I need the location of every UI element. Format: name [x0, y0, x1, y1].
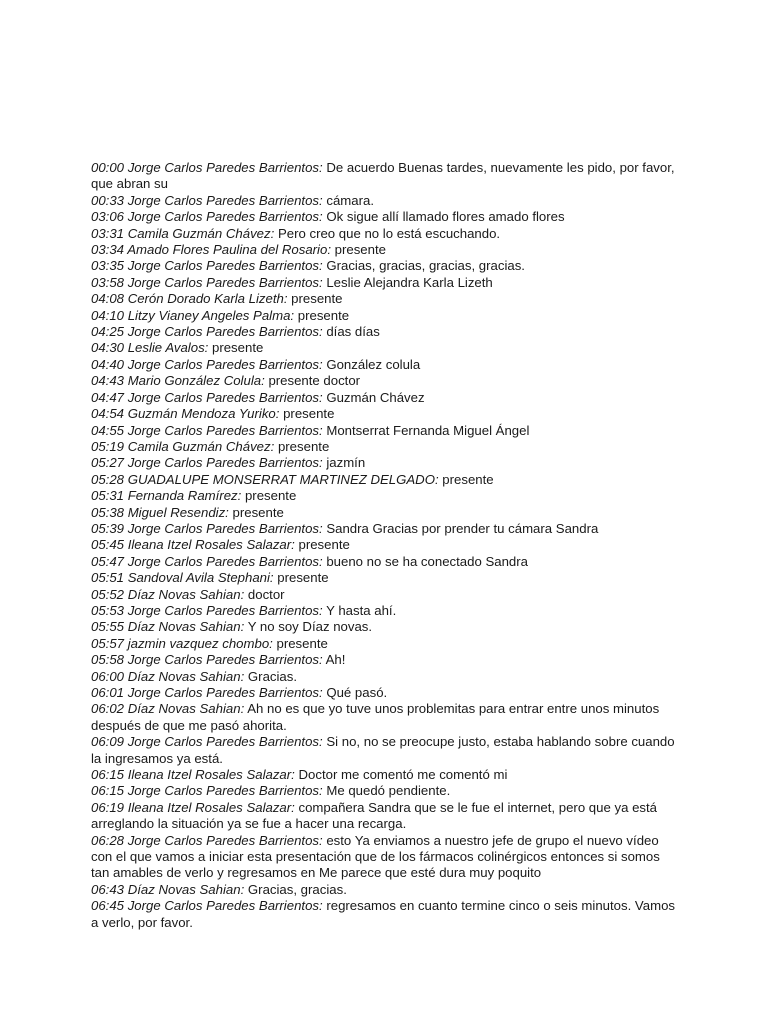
entry-text: esto Ya enviamos a nuestro jefe de grupo el nuevo vídeo con el que vamos a iniciar esta presentación que de los fármacos colinérgicos entonces si somos tan amables de verlo y regresamos en Me parece que esté dura muy poquito [91, 832, 660, 881]
entry-text: días días [326, 324, 380, 340]
entry-meta [91, 652, 323, 667]
entry-meta [91, 767, 295, 782]
entry-timestamp: 00:33 [91, 192, 125, 208]
entry-text: presente [298, 537, 350, 553]
entry-speaker: jazmin vazquez chombo: [127, 635, 273, 651]
entry-text: Doctor me comentó me comentó mi [298, 767, 508, 783]
entry-speaker: Jorge Carlos Paredes Barrientos: [127, 209, 323, 225]
entry-timestamp: 03:31 [91, 225, 125, 241]
entry-text: presente [276, 635, 328, 651]
transcript-entry [91, 652, 681, 668]
transcript-entry [91, 160, 681, 193]
entry-speaker: Jorge Carlos Paredes Barrientos: [127, 602, 323, 618]
entry-speaker: Cerón Dorado Karla Lizeth: [127, 291, 288, 307]
entry-text: presente [283, 406, 335, 422]
entry-timestamp: 05:38 [91, 504, 125, 520]
entry-timestamp: 03:06 [91, 209, 125, 225]
entry-text: presente [334, 242, 386, 258]
entry-meta [91, 226, 274, 241]
transcript-entry [91, 537, 681, 553]
entry-speaker: Miguel Resendiz: [127, 504, 229, 520]
entry-timestamp: 05:27 [91, 455, 125, 471]
entry-speaker: Camila Guzmán Chávez: [127, 438, 275, 454]
entry-text: Pero creo que no lo está escuchando. [277, 225, 501, 241]
entry-timestamp: 04:43 [91, 373, 125, 389]
entry-meta [91, 898, 323, 913]
entry-speaker: Ileana Itzel Rosales Salazar: [127, 799, 295, 815]
entry-meta [91, 308, 294, 323]
entry-timestamp: 06:00 [91, 668, 125, 684]
entry-speaker: Jorge Carlos Paredes Barrientos: [127, 520, 323, 536]
entry-speaker: Díaz Novas Sahian: [127, 586, 245, 602]
transcript-entry [91, 423, 681, 439]
entry-text: doctor [247, 586, 285, 602]
entry-meta [91, 340, 208, 355]
entry-meta [91, 258, 323, 273]
entry-text: Y hasta ahí. [326, 602, 397, 618]
transcript-entry [91, 898, 681, 931]
entry-speaker: Jorge Carlos Paredes Barrientos: [127, 356, 323, 372]
entry-text: jazmín [326, 455, 366, 471]
entry-timestamp: 06:28 [91, 832, 125, 848]
entry-timestamp: 03:58 [91, 274, 125, 290]
entry-timestamp: 04:55 [91, 422, 125, 438]
entry-speaker: Jorge Carlos Paredes Barrientos: [127, 553, 323, 569]
entry-timestamp: 05:57 [91, 635, 125, 651]
transcript-entry [91, 390, 681, 406]
entry-text: presente [244, 488, 297, 504]
entry-meta [91, 472, 439, 487]
entry-speaker: Jorge Carlos Paredes Barrientos: [127, 258, 323, 274]
entry-timestamp: 06:01 [91, 685, 125, 700]
entry-text: Gracias. [247, 668, 298, 684]
entry-timestamp: 06:15 [91, 767, 125, 783]
entry-meta [91, 685, 323, 700]
entry-meta [91, 603, 323, 618]
entry-speaker: Jorge Carlos Paredes Barrientos: [127, 389, 323, 405]
entry-text: presente [277, 438, 330, 454]
entry-timestamp: 05:51 [91, 570, 125, 586]
entry-timestamp: 04:10 [91, 307, 125, 323]
entry-speaker: Díaz Novas Sahian: [127, 881, 245, 897]
entry-timestamp: 03:34 [91, 242, 125, 258]
entry-text: De acuerdo Buenas tardes, nuevamente les pido, por favor, que abran su [91, 160, 675, 192]
transcript-entry [91, 669, 681, 685]
entry-timestamp: 00:00 [91, 160, 125, 175]
entry-speaker: GUADALUPE MONSERRAT MARTINEZ DELGADO: [127, 471, 439, 487]
entry-speaker: Jorge Carlos Paredes Barrientos: [127, 783, 323, 799]
entry-timestamp: 04:40 [91, 356, 125, 372]
transcript-entry [91, 521, 681, 537]
entry-timestamp: 05:53 [91, 602, 125, 618]
entry-meta [91, 193, 323, 208]
entry-speaker: Leslie Avalos: [127, 340, 209, 356]
entry-timestamp: 04:54 [91, 406, 125, 422]
entry-speaker: Jorge Carlos Paredes Barrientos: [127, 324, 323, 340]
transcript [91, 160, 681, 931]
entry-meta [91, 783, 323, 798]
transcript-entry [91, 783, 681, 799]
entry-speaker: Guzmán Mendoza Yuriko: [127, 406, 280, 422]
entry-speaker: Jorge Carlos Paredes Barrientos: [127, 422, 323, 438]
entry-meta [91, 242, 331, 257]
entry-timestamp: 05:19 [91, 438, 125, 454]
transcript-entry [91, 242, 681, 258]
transcript-entry [91, 636, 681, 652]
entry-meta [91, 439, 274, 454]
transcript-entry [91, 193, 681, 209]
transcript-entry [91, 505, 681, 521]
entry-timestamp: 05:47 [91, 553, 125, 569]
entry-speaker: Jorge Carlos Paredes Barrientos: [127, 832, 323, 848]
transcript-entry [91, 291, 681, 307]
entry-text: González colula [326, 356, 421, 372]
transcript-entry [91, 800, 681, 833]
entry-text: Y no soy Díaz novas. [247, 619, 373, 635]
transcript-entry [91, 554, 681, 570]
entry-timestamp: 06:09 [91, 734, 125, 750]
entry-text: Gracias, gracias, gracias, gracias. [326, 258, 525, 274]
transcript-entry [91, 340, 681, 356]
entry-speaker: Ileana Itzel Rosales Salazar: [127, 537, 295, 553]
entry-timestamp: 06:43 [91, 881, 125, 897]
entry-text: compañera Sandra que se le fue el internet, pero que ya está arreglando la situación ya se fue a hacer una recarga. [91, 799, 657, 832]
entry-speaker: Fernanda Ramírez: [127, 488, 242, 504]
transcript-entry [91, 439, 681, 455]
transcript-entry [91, 882, 681, 898]
transcript-entry [91, 324, 681, 340]
entry-timestamp: 04:25 [91, 324, 125, 340]
entry-meta [91, 160, 323, 175]
entry-meta [91, 209, 323, 224]
entry-speaker: Litzy Vianey Angeles Palma: [127, 307, 295, 323]
entry-timestamp: 05:28 [91, 471, 125, 487]
entry-meta [91, 669, 244, 684]
entry-timestamp: 05:45 [91, 537, 125, 553]
entry-text: bueno no se ha conectado Sandra [326, 553, 528, 569]
entry-meta [91, 423, 323, 438]
transcript-entry [91, 685, 681, 701]
entry-timestamp: 06:45 [91, 898, 125, 914]
entry-meta [91, 505, 229, 520]
entry-meta [91, 357, 323, 372]
entry-timestamp: 05:52 [91, 586, 125, 602]
transcript-entry [91, 701, 681, 734]
entry-timestamp: 06:15 [91, 783, 125, 799]
transcript-entry [91, 603, 681, 619]
entry-text: Montserrat Fernanda Miguel Ángel [326, 422, 530, 438]
transcript-entry [91, 472, 681, 488]
entry-text: Gracias, gracias. [247, 881, 347, 897]
transcript-entry [91, 373, 681, 389]
entry-text: regresamos en cuanto termine cinco o seis minutos. Vamos a verlo, por favor. [91, 898, 675, 930]
entry-timestamp: 05:55 [91, 619, 125, 635]
entry-meta [91, 390, 323, 405]
entry-speaker: Mario González Colula: [127, 373, 265, 389]
entry-meta [91, 619, 244, 634]
entry-speaker: Díaz Novas Sahian: [127, 701, 245, 717]
transcript-entry [91, 209, 681, 225]
entry-meta [91, 800, 295, 815]
entry-speaker: Jorge Carlos Paredes Barrientos: [127, 652, 323, 668]
entry-text: cámara. [326, 192, 374, 208]
entry-speaker: Jorge Carlos Paredes Barrientos: [127, 685, 323, 700]
entry-meta [91, 734, 323, 749]
entry-meta [91, 587, 244, 602]
entry-speaker: Jorge Carlos Paredes Barrientos: [127, 192, 323, 208]
entry-timestamp: 05:58 [91, 652, 125, 668]
entry-speaker: Jorge Carlos Paredes Barrientos: [127, 274, 323, 290]
transcript-entry [91, 619, 681, 635]
transcript-entry [91, 767, 681, 783]
entry-timestamp: 04:47 [91, 389, 125, 405]
entry-speaker: Jorge Carlos Paredes Barrientos: [127, 898, 323, 914]
entry-meta [91, 701, 244, 716]
entry-meta [91, 833, 323, 848]
entry-text: Guzmán Chávez [326, 389, 425, 405]
entry-speaker: Camila Guzmán Chávez: [127, 225, 275, 241]
entry-timestamp: 06:19 [91, 799, 125, 815]
entry-meta [91, 488, 241, 503]
entry-meta [91, 521, 323, 536]
entry-text: Sandra Gracias por prender tu cámara Sandra [326, 520, 599, 536]
entry-speaker: Sandoval Avila Stephani: [127, 570, 274, 586]
entry-speaker: Jorge Carlos Paredes Barrientos: [127, 455, 323, 471]
entry-text: presente [212, 340, 264, 356]
entry-meta [91, 275, 323, 290]
entry-speaker: Amado Flores Paulina del Rosario: [127, 242, 331, 258]
entry-meta [91, 882, 244, 897]
entry-meta [91, 406, 279, 421]
entry-timestamp: 04:30 [91, 340, 125, 356]
transcript-entry [91, 587, 681, 603]
entry-text: presente [442, 471, 494, 487]
entry-meta [91, 636, 273, 651]
entry-speaker: Jorge Carlos Paredes Barrientos: [127, 734, 323, 750]
entry-timestamp: 03:35 [91, 258, 125, 274]
entry-text: Ah no es que yo tuve unos problemitas para entrar entre unos minutos después de que me pasó ahorita. [91, 701, 660, 733]
entry-text: Leslie Alejandra Karla Lizeth [326, 274, 493, 290]
entry-text: presente [277, 570, 329, 586]
entry-text: Si no, no se preocupe justo, estaba hablando sobre cuando la ingresamos ya está. [91, 734, 675, 766]
entry-meta [91, 324, 323, 339]
entry-meta [91, 570, 274, 585]
entry-text: Qué pasó. [326, 685, 388, 700]
entry-text: Ok sigue allí llamado flores amado flores [326, 209, 565, 225]
entry-meta [91, 373, 265, 388]
transcript-entry [91, 406, 681, 422]
entry-timestamp: 04:08 [91, 291, 125, 307]
entry-text: Ah! [325, 652, 346, 668]
transcript-entry [91, 275, 681, 291]
entry-text: Me quedó pendiente. [326, 783, 451, 799]
transcript-entry [91, 226, 681, 242]
entry-speaker: Jorge Carlos Paredes Barrientos: [127, 160, 323, 175]
entry-speaker: Ileana Itzel Rosales Salazar: [127, 767, 295, 783]
transcript-entry [91, 258, 681, 274]
entry-text: presente [291, 291, 343, 307]
entry-meta [91, 537, 295, 552]
entry-text: presente [297, 307, 350, 323]
entry-speaker: Díaz Novas Sahian: [127, 668, 245, 684]
entry-timestamp: 06:02 [91, 701, 125, 717]
entry-meta [91, 554, 323, 569]
transcript-entry [91, 734, 681, 767]
transcript-entry [91, 833, 681, 882]
entry-meta [91, 455, 323, 470]
entry-speaker: Díaz Novas Sahian: [127, 619, 245, 635]
transcript-entry [91, 570, 681, 586]
entry-meta [91, 291, 288, 306]
entry-text: presente [232, 504, 284, 520]
transcript-entry [91, 488, 681, 504]
transcript-entry [91, 308, 681, 324]
transcript-entry [91, 357, 681, 373]
entry-timestamp: 05:31 [91, 488, 125, 504]
entry-text: presente doctor [268, 373, 361, 389]
entry-timestamp: 05:39 [91, 520, 125, 536]
transcript-entry [91, 455, 681, 471]
